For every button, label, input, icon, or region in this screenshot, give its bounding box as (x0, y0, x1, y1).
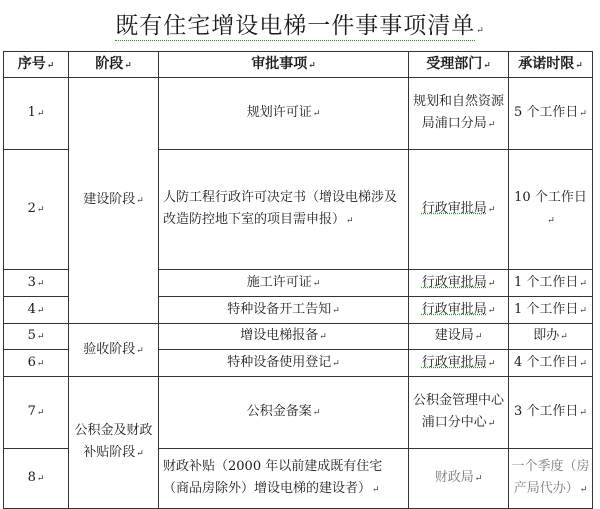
item-cell: 施工许可证↵ (159, 270, 409, 297)
dept-cell: 行政审批局↵ (409, 297, 509, 324)
header-stage: 阶段↵ (69, 52, 159, 78)
dept-cell: 公积金管理中心浦口分中心↵ (409, 377, 509, 449)
time-cell: 1 个工作日↵ (509, 270, 593, 297)
header-no: 序号↵ (4, 52, 69, 78)
time-cell: 4 个工作日↵ (509, 350, 593, 377)
title-text: 既有住宅增设电梯一件事事项清单 (115, 13, 476, 39)
table-row (4, 324, 593, 350)
item-cell: 特种设备使用登记↵ (159, 350, 409, 377)
paragraph-mark-icon: ↵ (476, 26, 485, 36)
time-cell: 3 个工作日↵ (509, 377, 593, 449)
dept-cell: 行政审批局↵ (409, 150, 509, 270)
row-no: 7↵ (4, 377, 69, 449)
row-no: 8↵ (4, 449, 69, 509)
header-dept: 受理部门↵ (409, 52, 509, 78)
header-item: 审批事项↵ (159, 52, 409, 78)
header-row (4, 52, 593, 78)
approval-items-table (3, 51, 593, 509)
item-cell: 人防工程行政许可决定书（增设电梯涉及改造防控地下室的项目需申报）↵ (159, 150, 409, 270)
item-cell: 财政补贴（2000 年以前建成既有住宅（商品房除外）增设电梯的建设者）↵ (159, 449, 409, 509)
stage-cell: 建设阶段↵ (69, 78, 159, 324)
time-cell: 即办↵ (509, 324, 593, 350)
row-no: 6↵ (4, 350, 69, 377)
item-cell: 公积金备案↵ (159, 377, 409, 449)
time-cell: 5 个工作日↵ (509, 78, 593, 150)
stage-cell: 公积金及财政补贴阶段↵ (69, 377, 159, 509)
stage-cell: 验收阶段↵ (69, 324, 159, 377)
document-title (0, 6, 600, 46)
dept-cell: 规划和自然资源局浦口分局↵ (409, 78, 509, 150)
item-cell: 增设电梯报备↵ (159, 324, 409, 350)
item-cell: 规划许可证↵ (159, 78, 409, 150)
item-cell: 特种设备开工告知↵ (159, 297, 409, 324)
time-cell: 10 个工作日↵ (509, 150, 593, 270)
row-no: 1↵ (4, 78, 69, 150)
row-no: 4↵ (4, 297, 69, 324)
table-row (4, 78, 593, 150)
time-cell: 一个季度（房产局代办）↵ (509, 449, 593, 509)
row-no: 5↵ (4, 324, 69, 350)
table-row (4, 377, 593, 449)
dept-cell: 行政审批局↵ (409, 350, 509, 377)
header-time: 承诺时限↵ (509, 52, 593, 78)
row-no: 3↵ (4, 270, 69, 297)
row-no: 2↵ (4, 150, 69, 270)
dept-cell: 财政局↵ (409, 449, 509, 509)
dept-cell: 建设局↵ (409, 324, 509, 350)
time-cell: 1 个工作日↵ (509, 297, 593, 324)
dept-cell: 行政审批局↵ (409, 270, 509, 297)
